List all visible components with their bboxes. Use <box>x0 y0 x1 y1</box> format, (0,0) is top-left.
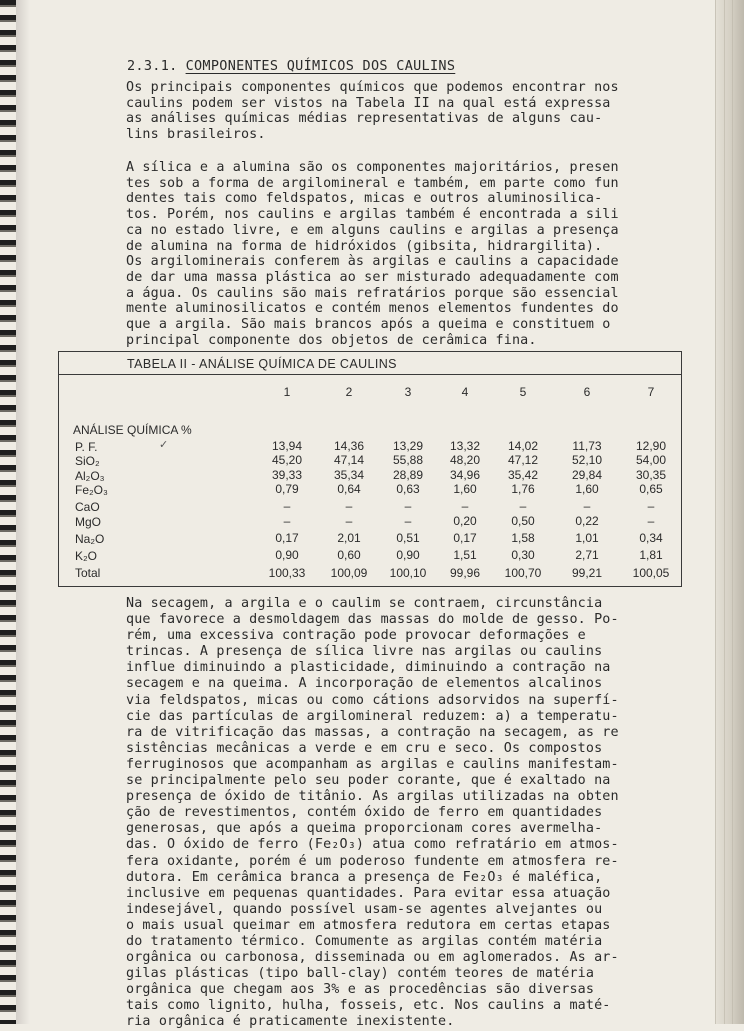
table-cell: 2,71 <box>575 548 599 562</box>
tick-mark: ✓ <box>159 439 169 451</box>
text-line: orgânica que chegam aos 3% e as procedências são diversas <box>126 982 595 998</box>
table-cell: 0,90 <box>396 548 420 562</box>
table-row-label: Fe₂O₃ <box>75 483 108 497</box>
table-cell: – <box>461 499 469 513</box>
table-cell: 55,88 <box>392 453 424 467</box>
table-cell: 52,10 <box>571 453 603 467</box>
table-header-rule <box>59 374 681 375</box>
table-column-header: 2 <box>345 385 353 399</box>
text-line: ção de revestimentos, contém óxido de ferro em quantidades <box>126 805 603 821</box>
table-row-label: CaO <box>75 500 100 514</box>
text-line: principal componente dos objetos de cerâmica fina. <box>126 332 537 348</box>
table-row-label: P. F. <box>75 440 98 454</box>
paragraph-silica-alumina <box>126 160 619 348</box>
table-row-label: Al₂O₃ <box>75 469 105 483</box>
table-cell: – <box>345 499 353 513</box>
table-cell: 12,90 <box>635 439 667 453</box>
table-cell: 0,17 <box>275 531 299 545</box>
table-cell: – <box>283 514 291 528</box>
table-cell: 1,81 <box>639 548 663 562</box>
text-line: do tratamento térmico. Comumente as argilas contém matéria <box>126 933 603 949</box>
table-cell: 14,02 <box>507 439 539 453</box>
table-title: TABELA II - ANÁLISE QUÍMICA DE CAULINS <box>127 357 397 371</box>
table-cell: 34,96 <box>449 468 481 482</box>
text-line: gilas plásticas (tipo ball-clay) contém teores de matéria <box>126 966 595 982</box>
table-cell: 54,00 <box>635 453 667 467</box>
table-cell: 47,12 <box>507 453 539 467</box>
text-line: tes sob a forma de argilomineral e também, em parte como fun <box>126 175 619 191</box>
table-cell: 99,96 <box>449 566 481 580</box>
table-cell: 0,64 <box>337 482 361 496</box>
table-cell: – <box>647 499 655 513</box>
table-cell: 35,34 <box>333 468 365 482</box>
table-cell: 35,42 <box>507 468 539 482</box>
text-line: secagem e na queima. A incorporação de elementos alcalinos <box>126 676 603 692</box>
text-line: indesejável, quando possível usam-se agentes alvejantes ou <box>126 901 603 917</box>
table-cell: 1,60 <box>575 482 599 496</box>
table-cell: 47,14 <box>333 453 365 467</box>
text-line: das. O óxido de ferro (Fe₂O₃) atua como refratário em atmos- <box>126 837 619 853</box>
table-cell: 0,50 <box>511 514 535 528</box>
text-line: Os argilominerais conferem às argilas e caulins a capacidade <box>126 254 619 270</box>
table-row-label: SiO₂ <box>75 454 100 468</box>
table-cell: 1,58 <box>511 531 535 545</box>
table-column-header: 7 <box>647 385 655 399</box>
text-line: caulins podem ser vistos na Tabela II na qual está expressa <box>126 95 611 111</box>
table-cell: 100,05 <box>632 566 670 580</box>
table-row-label: K₂O <box>75 549 97 563</box>
paragraph-intro <box>126 80 619 143</box>
table-column-header: 3 <box>404 385 412 399</box>
table-cell: – <box>519 499 527 513</box>
text-line: fera oxidante, porém é um poderoso fundente em atmosfera re- <box>126 853 619 869</box>
table-cell: 0,30 <box>511 548 535 562</box>
table-cell: 1,60 <box>453 482 477 496</box>
table-row-label: Total <box>75 566 101 580</box>
section-title: COMPONENTES QUÍMICOS DOS CAULINS <box>185 58 456 74</box>
table-cell: 0,34 <box>639 531 663 545</box>
table-cell: 1,76 <box>511 482 535 496</box>
text-line: lins brasileiros. <box>126 127 266 143</box>
text-line: A sílica e a alumina são os componentes majoritários, presen <box>126 160 619 175</box>
text-line: as análises químicas médias representativas de alguns cau- <box>126 111 603 127</box>
table-cell: 13,32 <box>449 439 481 453</box>
text-line: Na secagem, a argila e o caulim se contraem, circunstância <box>126 596 603 611</box>
table-cell: 0,17 <box>453 531 477 545</box>
text-line: o mais usual queimar em atmosfera redutora em certas etapas <box>126 917 611 933</box>
table-cell: 28,89 <box>392 468 424 482</box>
table-cell: 29,84 <box>571 468 603 482</box>
text-line: rém, uma excessiva contração pode provocar deformações e <box>126 628 586 644</box>
text-line: cie das partículas de argilomineral reduzem: a) a temperatu- <box>126 708 619 724</box>
text-line: de alumina na forma de hidróxidos (gibsita, hidrargilita). <box>126 238 603 254</box>
text-line: que a argila. São mais brancos após a queima e constituem o <box>126 317 611 333</box>
table-cell: 0,22 <box>575 514 599 528</box>
analysis-label: ANÁLISE QUÍMICA % <box>73 423 192 437</box>
table-cell: 13,29 <box>392 439 424 453</box>
text-line: inclusive em pequenas quantidades. Para evitar essa atuação <box>126 885 611 901</box>
table-cell: 0,20 <box>453 514 477 528</box>
text-line: influe diminuindo a plasticidade, diminuindo a contração na <box>126 660 611 676</box>
text-line: tos. Porém, nos caulins e argilas também é encontrada a sili <box>126 207 619 223</box>
paragraph-drying-shrinkage <box>126 596 619 1031</box>
table-cell: 30,35 <box>635 468 667 482</box>
section-heading <box>127 58 455 74</box>
text-line: dentes tais como feldspatos, micas e outros aluminosilica- <box>126 191 603 207</box>
table-cell: 2,01 <box>337 531 361 545</box>
text-line: a água. Os caulins são mais refratários porque são essencial <box>126 285 619 301</box>
table-cell: – <box>404 499 412 513</box>
table-cell: – <box>404 514 412 528</box>
text-line: se principalmente pelo seu poder corante, que é exaltado na <box>126 773 611 789</box>
table-row-label: MgO <box>75 515 102 529</box>
table-cell: – <box>583 499 591 513</box>
text-line: ria orgânica é praticamente inexistente. <box>126 1014 455 1030</box>
table-cell: 1,01 <box>575 531 599 545</box>
text-line: mente aluminosilicatos e contém menos elementos fundentes do <box>126 301 619 317</box>
table-cell: 0,51 <box>396 531 420 545</box>
table-cell: – <box>647 514 655 528</box>
table-cell: 100,10 <box>389 566 427 580</box>
table-cell: 1,51 <box>453 548 477 562</box>
text-line: Os principais componentes químicos que podemos encontrar nos <box>126 80 619 95</box>
text-line: sistências mecânicas a verde e em cru e seco. Os compostos <box>126 740 603 756</box>
table-cell: 0,90 <box>275 548 299 562</box>
table-cell: 0,63 <box>396 482 420 496</box>
text-line: de dar uma massa plástica ao ser misturado adequadamente com <box>126 269 619 285</box>
table-cell: – <box>345 514 353 528</box>
table-column-header: 5 <box>519 385 527 399</box>
table-cell: 0,65 <box>639 482 663 496</box>
text-line: generosas, que após a queima proporcionam cores avermelha- <box>126 821 603 837</box>
table-column-header: 6 <box>583 385 591 399</box>
text-line: trincas. A presença de sílica livre nas argilas ou caulins <box>126 644 603 660</box>
table-cell: 0,79 <box>275 482 299 496</box>
table-cell: 100,33 <box>268 566 306 580</box>
table-cell: 13,94 <box>271 439 303 453</box>
table-cell: 99,21 <box>571 566 603 580</box>
text-line: orgânica ou carbonosa, disseminada ou em aglomerados. As ar- <box>126 950 619 966</box>
table-cell: 14,36 <box>333 439 365 453</box>
table-cell: – <box>283 499 291 513</box>
table-cell: 100,09 <box>330 566 368 580</box>
section-number: 2.3.1. <box>127 58 178 74</box>
table-column-header: 1 <box>283 385 291 399</box>
table-column-header: 4 <box>461 385 469 399</box>
text-line: ra de vitrificação das massas, a contração na secagem, as re <box>126 724 619 740</box>
text-line: ca no estado livre, e em alguns caulins e argilas a presença <box>126 222 619 238</box>
table-cell: 39,33 <box>271 468 303 482</box>
text-line: que favorece a desmoldagem das massas do molde de gesso. Po- <box>126 612 619 628</box>
table-cell: 100,70 <box>504 566 542 580</box>
table-row-label: Na₂O <box>75 532 105 546</box>
table-cell: 45,20 <box>271 453 303 467</box>
table-cell: 48,20 <box>449 453 481 467</box>
table-cell: 11,73 <box>572 439 602 453</box>
text-line: tais como lignito, hulha, fosseis, etc. Nos caulins a maté- <box>126 998 611 1014</box>
table-chemical-analysis <box>58 351 682 587</box>
text-line: via feldspatos, micas ou como cátions adsorvidos na superfí- <box>126 692 619 708</box>
text-line: presença de óxido de titânio. As argilas utilizadas na obten <box>126 789 619 805</box>
text-line: dutora. Em cerâmica branca a presença de Fe₂O₃ é maléfica, <box>126 869 603 885</box>
table-cell: 0,60 <box>337 548 361 562</box>
text-line: ferruginosos que acompanham as argilas e caulins manifestam- <box>126 756 619 772</box>
